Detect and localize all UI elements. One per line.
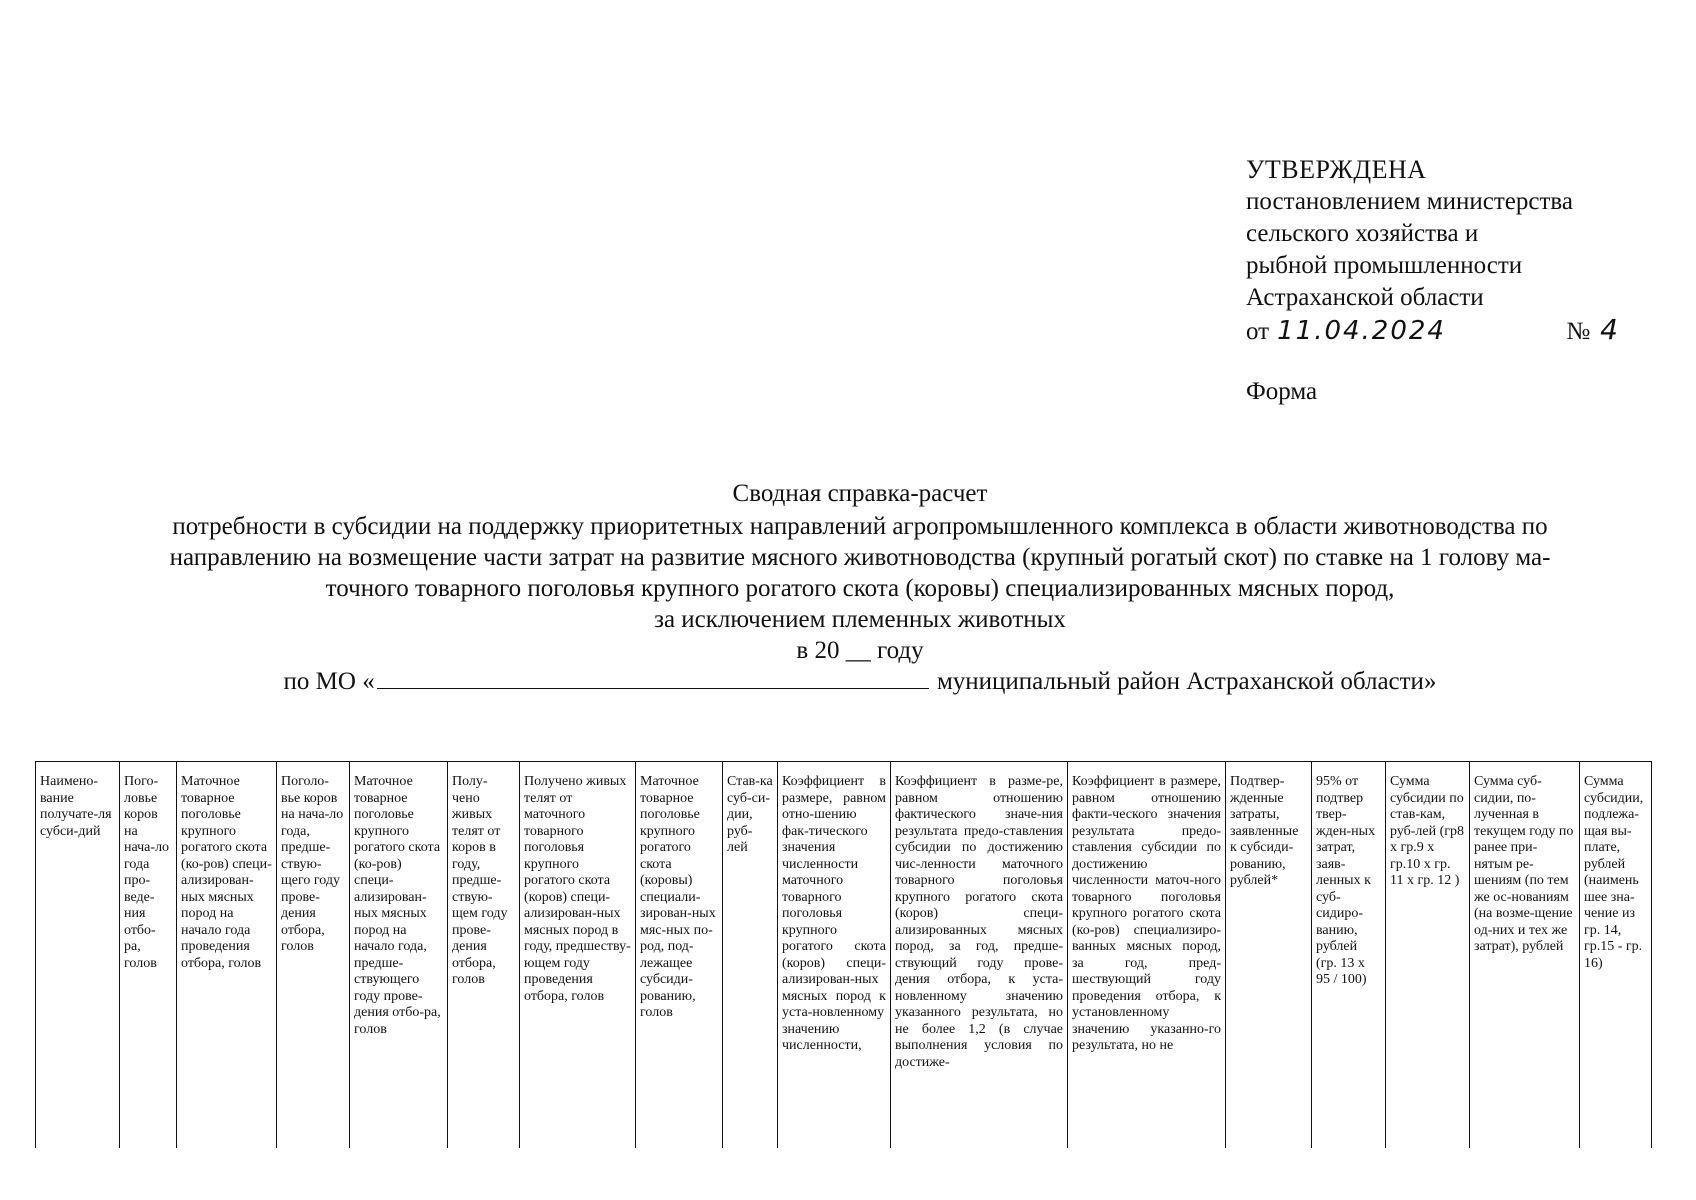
column-header: Наимено-вание получате-ля субси-дий <box>36 762 120 1149</box>
column-header: Сумма субсидии, подлежа-щая вы-плате, рублей (наимень шее зна-чение из гр. 14, гр.15 - гр. 16) <box>1580 762 1652 1149</box>
table-header-row <box>36 762 1652 1149</box>
column-header: Став-ка суб-си-дии, руб-лей <box>723 762 778 1149</box>
municipality-blank <box>377 668 929 689</box>
approval-heading: УТВЕРЖДЕНА <box>1246 155 1427 184</box>
column-header: Маточное товарное поголовье крупного рогатого скота (ко-ров) специ-ализирован-ных мясных пород на начало года, предше-ствующего году прове-дения отбо-ра, голов <box>350 762 448 1149</box>
municipality-line <box>90 666 1630 697</box>
mo-prefix: по МО « <box>283 668 375 695</box>
approval-date-line <box>1246 313 1618 348</box>
approval-block <box>1246 154 1618 408</box>
approval-line: Астраханской области <box>1246 284 1484 311</box>
column-header: Коэффициент в размере, равном отношению факти-ческого значения результата предо-ставления субсидии по достижению численности маточ-ного товарного поголовья крупного рогатого скота (ко-ров) специализиро-ванных мясных пород, за год, пред-шествующий году проведения отбора, к установленному значению указанно-го результата, но не <box>1068 762 1226 1149</box>
date-label: от <box>1246 318 1270 345</box>
column-header: Пого-ловье коров на нача-ло года про-веде-ния отбо-ра, голов <box>120 762 177 1149</box>
title-line: направлению на возмещение части затрат на развитие мясного животноводства (крупный рогатый скот) по ставке на 1 голову ма- <box>169 544 1551 571</box>
approval-line: сельского хозяйства и <box>1246 220 1479 247</box>
number-label: № <box>1566 318 1591 345</box>
subsidy-table <box>35 761 1652 1148</box>
mo-suffix: муниципальный район Астраханской области» <box>930 668 1437 695</box>
year-line: в 20 __ году <box>796 637 924 664</box>
column-header: Коэффициент в разме-ре, равном отношению фактического значе-ния результата предо-ставления субсидии по достижению чис-ленности маточного товарного поголовья крупного рогатого скота (коров) специ-ализированных мясных пород, за год, предше-ствующий году прове-дения отбора, к уста-новленному значению указанного результата, но не более 1,2 (в случае выполнения условия по достиже- <box>891 762 1068 1149</box>
column-header: Полу-чено живых телят от коров в году, предше-ствую-щем году прове-дения отбора, голов <box>448 762 520 1149</box>
column-header: Сумма субсидии по став-кам, руб-лей (гр8 x гр.9 x гр.10 x гр. 11 x гр. 12 ) <box>1386 762 1470 1149</box>
form-label: Форма <box>1246 378 1318 405</box>
handwritten-date: 11.04.2024 <box>1277 316 1446 346</box>
column-header: Поголо-вье коров на нача-ло года, предше-ствую-щего году прове-дения отбора, голов <box>277 762 350 1149</box>
column-header: Получено живых телят от маточного товарного поголовья крупного рогатого скота (коров) специ-ализирован-ных мясных пород в году, предшеству-ющем году проведения отбора, голов <box>520 762 636 1149</box>
handwritten-number: 4 <box>1600 313 1618 346</box>
title-line: Сводная справка-расчет <box>732 480 988 507</box>
column-header: 95% от подтвер твер-жден-ных затрат, заяв-ленных к суб-сидиро-ванию, рублей (гр. 13 x 95 / 100) <box>1312 762 1386 1149</box>
title-line: точного товарного поголовья крупного рогатого скота (коровы) специализированных мясных пород, <box>325 575 1395 602</box>
title-line: потребности в субсидии на поддержку приоритетных направлений агропромышленного комплекса в области животноводства по <box>172 513 1548 540</box>
document-title <box>90 478 1630 697</box>
column-header: Маточное товарное поголовье крупного рогатого скота (ко-ров) специ-ализирован-ных мясных пород на начало года проведения отбора, голов <box>177 762 277 1149</box>
column-header: Подтвер-жденные затраты, заявленные к субсиди-рованию, рублей* <box>1226 762 1312 1149</box>
approval-line: постановлением министерства <box>1246 188 1573 215</box>
approval-line: рыбной промышленности <box>1246 252 1523 279</box>
column-header: Коэффициент в размере, равном отно-шению фак-тического значения численности маточного товарного поголовья крупного рогатого скота (коров) специ-ализирован-ных мясных пород к уста-новленному значению численности, <box>778 762 891 1149</box>
column-header: Сумма суб-сидии, по-лученная в текущем году по ранее при-нятым ре-шениям (по тем же ос-нованиям (на возме-щение од-них и тех же затрат), рублей <box>1470 762 1580 1149</box>
column-header: Маточное товарное поголовье крупного рогатого скота (коровы) специали-зирован-ных мяс-ных по-род, под-лежащее субсиди-рованию, голов <box>636 762 723 1149</box>
title-line: за исключением племенных животных <box>654 606 1066 633</box>
